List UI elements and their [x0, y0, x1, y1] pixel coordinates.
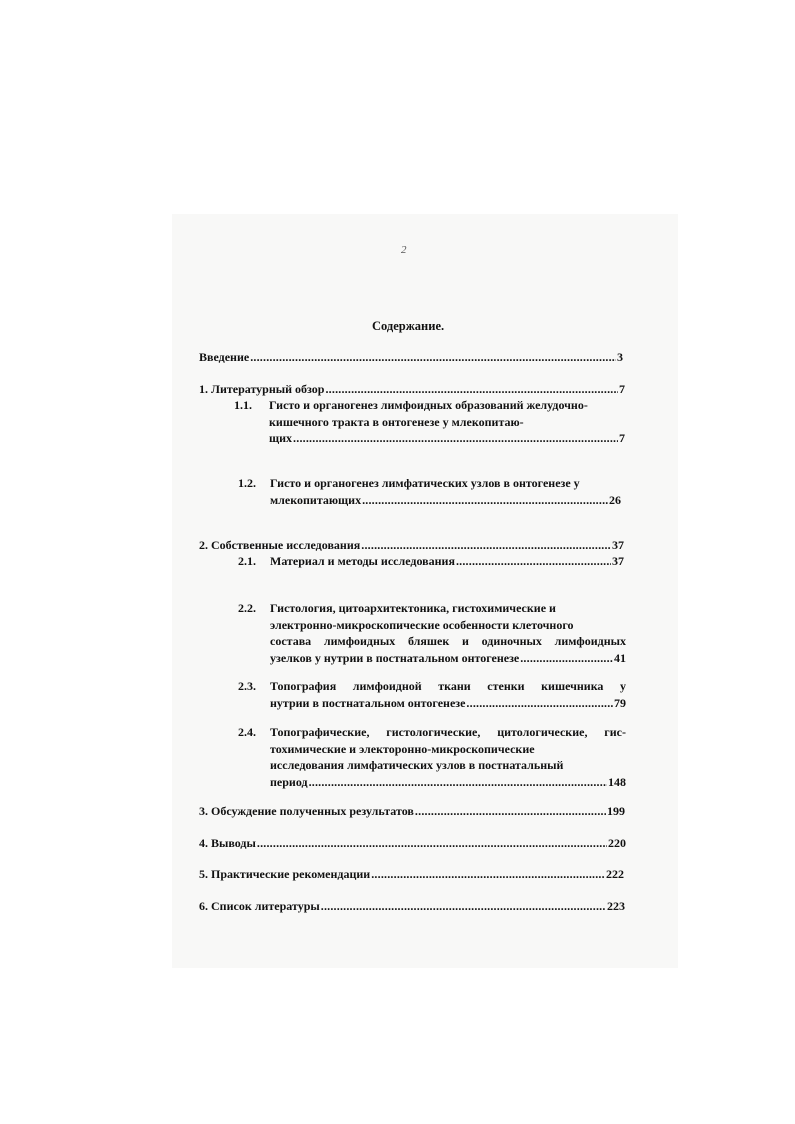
toc-entry-section-1-1: [234, 397, 625, 447]
toc-entry-chapter-1: [199, 381, 625, 398]
dot-leader: [466, 695, 613, 712]
toc-entry-label: Введение: [199, 350, 250, 364]
toc-entry-page: 222: [606, 867, 624, 881]
toc-entry-page: 7: [619, 382, 625, 396]
dot-leader: [321, 898, 606, 915]
toc-entry-chapter-3: [199, 803, 625, 820]
toc-entry-label: 4. Выводы: [199, 836, 256, 850]
toc-entry-label: Материал и методы исследования: [270, 554, 455, 568]
toc-entry-line: электронно-микроскопические особенности клеточного: [270, 617, 574, 632]
toc-entry-line: Топография лимфоидной ткани стенки кишечника у: [270, 679, 626, 693]
toc-entry-page: 41: [614, 650, 626, 665]
toc-entry-line: состава лимфоидных бляшек и одиночных лимфоидных: [270, 634, 626, 648]
toc-entry-line: период: [270, 774, 308, 789]
toc-entry-page: 37: [612, 554, 624, 568]
toc-entry-number: 2.2.: [238, 601, 256, 615]
dot-leader: [325, 381, 618, 398]
toc-entry-section-2-1: [238, 553, 624, 570]
toc-entry-page: 220: [608, 836, 626, 850]
toc-entry-chapter-5: [199, 866, 624, 883]
dot-leader: [293, 430, 618, 447]
toc-entry-section-2-2: [238, 600, 626, 666]
toc-entry-chapter-4: [199, 835, 626, 852]
toc-entry-label: 5. Практические рекомендации: [199, 867, 371, 881]
dot-leader: [362, 492, 608, 509]
toc-entry-page: 26: [609, 492, 621, 507]
toc-entry-label: 1. Литературный обзор: [199, 382, 325, 396]
dot-leader: [250, 349, 616, 366]
toc-entry-page: 7: [619, 431, 625, 445]
toc-entry-page: 79: [614, 695, 626, 710]
toc-entry-label: 2. Собственные исследования: [199, 538, 361, 552]
toc-entry-section-1-2: [238, 475, 621, 508]
toc-entry-number: 2.1.: [238, 554, 256, 568]
dot-leader: [520, 650, 613, 667]
toc-entry-line: Топографические, гистологические, цитологические, гис-: [270, 725, 626, 739]
toc-entry-line: узелков у нутрии в постнатальном онтогенезе: [270, 650, 520, 665]
toc-entry-page: 148: [608, 774, 626, 789]
toc-entry-line: нутрии в постнатальном онтогенезе: [270, 695, 466, 710]
toc-entry-line: млекопитающих: [270, 492, 362, 507]
toc-entry-line: щих: [269, 431, 293, 445]
toc-entry-line: исследования лимфатических узлов в постнатальный: [270, 758, 564, 772]
dot-leader: [371, 866, 605, 883]
toc-entry-label: 6. Список литературы: [199, 899, 320, 913]
dot-leader: [361, 537, 611, 554]
dot-leader: [415, 803, 606, 820]
toc-entry-section-2-4: [238, 724, 626, 790]
dot-leader: [257, 835, 607, 852]
toc-entry-label: 3. Обсуждение полученных результатов: [199, 804, 414, 818]
toc-entry-number: 1.1.: [234, 398, 252, 412]
toc-entry-page: 37: [612, 538, 624, 552]
toc-entry-line: кишечного тракта в онтогенезе у млекопитаю-: [269, 414, 524, 429]
toc-entry-chapter-2: [199, 537, 624, 554]
toc-entry-chapter-6: [199, 898, 625, 915]
dot-leader: [456, 553, 611, 570]
toc-entry-intro: [199, 349, 623, 366]
toc-entry-line: Гистология, цитоархитектоника, гистохимические и: [270, 601, 556, 615]
toc-entry-page: 199: [607, 804, 625, 818]
toc-entry-page: 3: [617, 350, 623, 364]
toc-entry-line: Гисто и органогенез лимфатических узлов в онтогенезе у: [270, 476, 580, 490]
toc-entry-number: 2.3.: [238, 679, 256, 693]
toc-entry-number: 1.2.: [238, 476, 256, 490]
toc-title: Содержание.: [372, 319, 445, 333]
dot-leader: [309, 774, 607, 791]
toc-entry-page: 223: [607, 899, 625, 913]
toc-entry-section-2-3: [238, 678, 626, 711]
toc-entry-line: Гисто и органогенез лимфоидных образований желудочно-: [269, 398, 588, 412]
page-number: 2: [401, 244, 407, 256]
toc-entry-number: 2.4.: [238, 725, 256, 739]
toc-entry-line: тохимические и электоронно-микроскопические: [270, 741, 535, 756]
